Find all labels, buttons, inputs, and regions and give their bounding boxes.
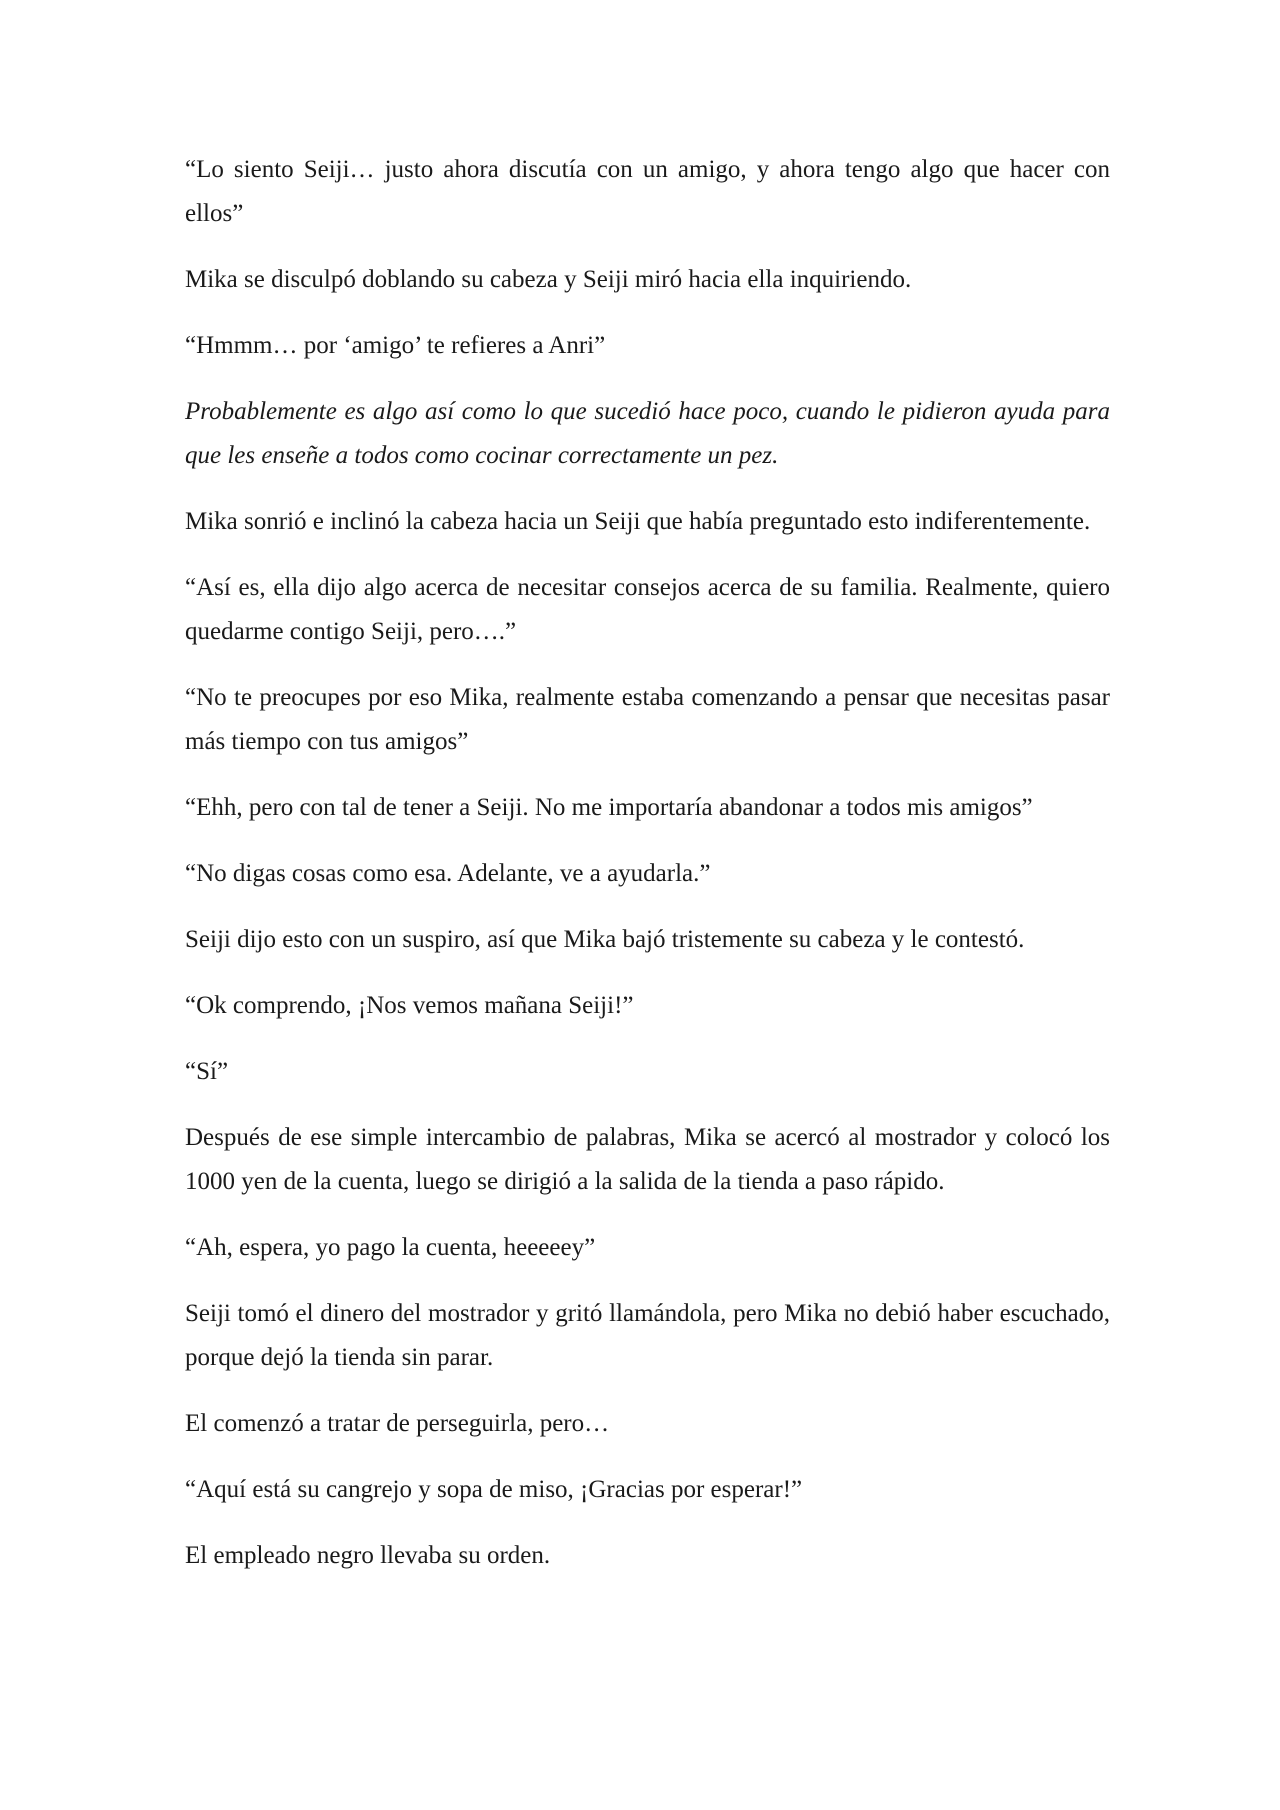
paragraph-18: El empleado negro llevaba su orden. [185, 1542, 551, 1569]
paragraph-11: “Ok comprendo, ¡Nos vemos mañana Seiji!” [185, 992, 634, 1019]
paragraph-17: “Aquí está su cangrejo y sopa de miso, ¡Gracias por esperar!” [185, 1476, 803, 1503]
paragraph-3: “Hmmm… por ‘amigo’ te refieres a Anri” [185, 332, 606, 359]
paragraph-2: Mika se disculpó doblando su cabeza y Seiji miró hacia ella inquiriendo. [185, 266, 912, 293]
paragraph-13: Después de ese simple intercambio de palabras, Mika se acercó al mostrador y colocó los 1000 yen de la cuenta, luego se dirigió a la salida de la tienda a paso rápido. [185, 1124, 1110, 1195]
paragraph-4-italic-thought: Probablemente es algo así como lo que sucedió hace poco, cuando le pidieron ayuda para que les enseñe a todos como cocinar correctamente un pez. [185, 398, 1110, 469]
paragraph-1: “Lo siento Seiji… justo ahora discutía con un amigo, y ahora tengo algo que hacer con ellos” [185, 156, 1110, 227]
paragraph-6: “Así es, ella dijo algo acerca de necesitar consejos acerca de su familia. Realmente, quiero quedarme contigo Seiji, pero….” [185, 574, 1110, 645]
paragraph-8: “Ehh, pero con tal de tener a Seiji. No me importaría abandonar a todos mis amigos” [185, 794, 1033, 821]
paragraph-9: “No digas cosas como esa. Adelante, ve a ayudarla.” [185, 860, 711, 887]
paragraph-14: “Ah, espera, yo pago la cuenta, heeeeey” [185, 1234, 596, 1261]
paragraph-16: El comenzó a tratar de perseguirla, pero… [185, 1410, 610, 1437]
paragraph-5: Mika sonrió e inclinó la cabeza hacia un Seiji que había preguntado esto indiferentemente. [185, 508, 1091, 535]
paragraph-10: Seiji dijo esto con un suspiro, así que Mika bajó tristemente su cabeza y le contestó. [185, 926, 1025, 953]
document-body [185, 148, 1110, 1600]
paragraph-12: “Sí” [185, 1058, 229, 1085]
paragraph-15: Seiji tomó el dinero del mostrador y gritó llamándola, pero Mika no debió haber escuchado, porque dejó la tienda sin parar. [185, 1300, 1110, 1371]
paragraph-7: “No te preocupes por eso Mika, realmente estaba comenzando a pensar que necesitas pasar más tiempo con tus amigos” [185, 684, 1110, 755]
